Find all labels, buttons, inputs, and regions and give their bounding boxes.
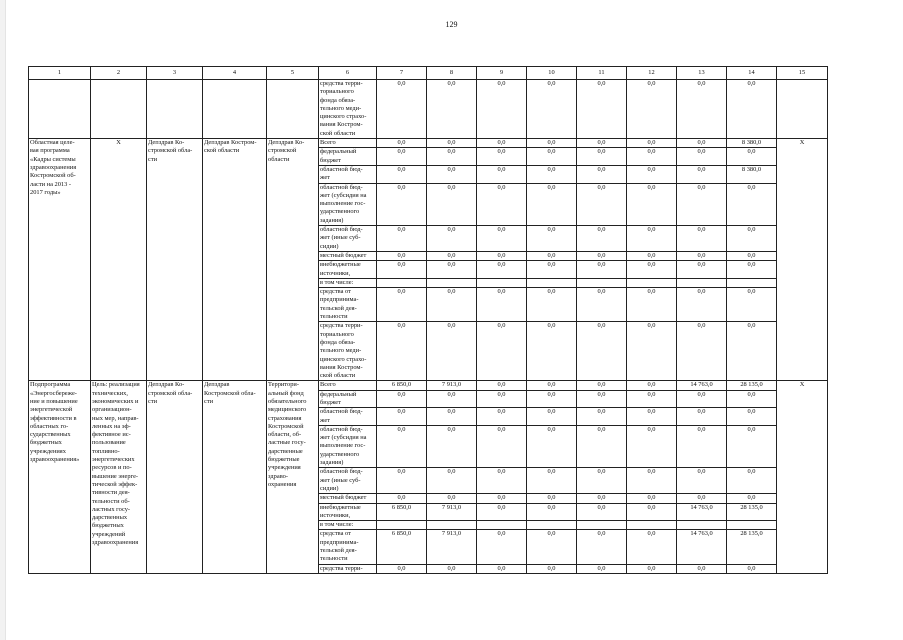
value-cell: 0,0: [577, 288, 627, 322]
value-cell: [377, 278, 427, 287]
funding-source-cell: средства от предпринима- тельской дея- тельности: [319, 288, 377, 322]
value-cell: 0,0: [677, 322, 727, 381]
value-cell: 0,0: [377, 148, 427, 166]
value-cell: [727, 278, 777, 287]
customer-cell: [147, 80, 203, 139]
value-cell: 28 135,0: [727, 503, 777, 521]
value-cell: 0,0: [377, 408, 427, 426]
value-cell: [527, 521, 577, 530]
value-cell: 0,0: [727, 80, 777, 139]
responsible-cell: [203, 80, 267, 139]
value-cell: 0,0: [527, 494, 577, 503]
value-cell: 0,0: [427, 564, 477, 573]
value-cell: 0,0: [577, 322, 627, 381]
value-cell: 0,0: [427, 80, 477, 139]
value-cell: 0,0: [477, 322, 527, 381]
value-cell: 0,0: [427, 494, 477, 503]
customer-cell: Депздрав Ко- стромской обла- сти: [147, 381, 203, 574]
value-cell: 0,0: [727, 468, 777, 494]
value-cell: 0,0: [527, 503, 577, 521]
value-cell: 0,0: [677, 288, 727, 322]
value-cell: 0,0: [677, 390, 727, 408]
value-cell: 0,0: [527, 183, 577, 225]
value-cell: 0,0: [427, 139, 477, 148]
value-cell: 7 913,0: [427, 503, 477, 521]
value-cell: 0,0: [527, 251, 577, 260]
value-cell: 0,0: [427, 322, 477, 381]
value-cell: 0,0: [477, 226, 527, 252]
value-cell: 0,0: [577, 183, 627, 225]
value-cell: [627, 278, 677, 287]
value-cell: 0,0: [527, 226, 577, 252]
funding-source-cell: средства терри-: [319, 564, 377, 573]
value-cell: 0,0: [577, 503, 627, 521]
funding-source-cell: внебюджетные источники,: [319, 261, 377, 279]
value-cell: 0,0: [677, 80, 727, 139]
funding-source-cell: областной бюд- жет (иные суб- сидии): [319, 468, 377, 494]
value-cell: 0,0: [677, 261, 727, 279]
executor-cell: Депздрав Ко- стромской области: [267, 139, 319, 381]
value-cell: 0,0: [527, 148, 577, 166]
header-cell: 11: [577, 67, 627, 80]
value-cell: 0,0: [727, 425, 777, 467]
value-cell: 0,0: [727, 226, 777, 252]
value-cell: 6 850,0: [377, 381, 427, 390]
value-cell: 0,0: [477, 183, 527, 225]
value-cell: 0,0: [377, 80, 427, 139]
value-cell: 0,0: [627, 381, 677, 390]
value-cell: 0,0: [577, 468, 627, 494]
value-cell: 0,0: [527, 261, 577, 279]
value-cell: 28 135,0: [727, 381, 777, 390]
value-cell: 0,0: [377, 322, 427, 381]
funding-source-cell: внебюджетные источники,: [319, 503, 377, 521]
header-cell: 6: [319, 67, 377, 80]
value-cell: 0,0: [477, 564, 527, 573]
value-cell: 0,0: [677, 148, 727, 166]
value-cell: 0,0: [627, 139, 677, 148]
value-cell: 0,0: [577, 226, 627, 252]
value-cell: [727, 521, 777, 530]
value-cell: 0,0: [677, 408, 727, 426]
value-cell: 0,0: [577, 390, 627, 408]
value-cell: 14 763,0: [677, 503, 727, 521]
value-cell: 0,0: [527, 381, 577, 390]
value-cell: 0,0: [627, 494, 677, 503]
value-cell: 0,0: [427, 251, 477, 260]
value-cell: 0,0: [627, 390, 677, 408]
program-goal-cell: Х: [91, 139, 147, 381]
value-cell: 0,0: [377, 390, 427, 408]
value-cell: 0,0: [377, 468, 427, 494]
table-row: [29, 139, 828, 148]
responsible-cell: Депздрав Костромской обла- сти: [203, 381, 267, 574]
value-cell: 0,0: [427, 408, 477, 426]
value-cell: 0,0: [627, 564, 677, 573]
value-cell: 0,0: [727, 390, 777, 408]
value-cell: [477, 521, 527, 530]
header-cell: 4: [203, 67, 267, 80]
program-name-cell: Подпрограмма «Энергосбереже- ние и повышение энергетической эффективности в областных го- сударственных бюджетных учреждениях здравоохранения»: [29, 381, 91, 574]
value-cell: 0,0: [477, 425, 527, 467]
executor-cell: Территори- альный фонд обязательного медицинского страхования Костромской области, об- ластные госу- дарственные бюджетные учреждения здраво- охранения: [267, 381, 319, 574]
value-cell: 0,0: [377, 226, 427, 252]
value-cell: 6 850,0: [377, 503, 427, 521]
value-cell: [677, 521, 727, 530]
value-cell: 0,0: [527, 564, 577, 573]
value-cell: 0,0: [527, 165, 577, 183]
value-cell: 6 850,0: [377, 530, 427, 564]
value-cell: 14 763,0: [677, 381, 727, 390]
value-cell: [627, 521, 677, 530]
value-cell: 0,0: [377, 183, 427, 225]
value-cell: 0,0: [727, 408, 777, 426]
value-cell: 0,0: [477, 390, 527, 408]
value-cell: 0,0: [377, 165, 427, 183]
value-cell: 0,0: [627, 226, 677, 252]
value-cell: 0,0: [677, 564, 727, 573]
funding-source-cell: федеральный бюджет: [319, 148, 377, 166]
value-cell: 0,0: [627, 322, 677, 381]
value-cell: [427, 521, 477, 530]
value-cell: 0,0: [627, 183, 677, 225]
value-cell: 0,0: [477, 261, 527, 279]
value-cell: 0,0: [377, 261, 427, 279]
value-cell: 0,0: [427, 288, 477, 322]
value-cell: 0,0: [427, 165, 477, 183]
value-cell: 0,0: [477, 381, 527, 390]
value-cell: 0,0: [427, 261, 477, 279]
value-cell: 0,0: [477, 503, 527, 521]
value-cell: 0,0: [377, 564, 427, 573]
value-cell: 0,0: [527, 468, 577, 494]
program-name-cell: Областная целе- вая программа «Кадры системы здравоохранения Костромской об- ласти на 2013 - 2017 годы»: [29, 139, 91, 381]
funding-source-cell: в том числе:: [319, 521, 377, 530]
value-cell: [527, 278, 577, 287]
value-cell: 0,0: [477, 148, 527, 166]
value-cell: 0,0: [727, 494, 777, 503]
value-cell: 0,0: [727, 148, 777, 166]
value-cell: 0,0: [577, 139, 627, 148]
program-goal-cell: [91, 80, 147, 139]
header-row: [29, 67, 828, 80]
header-cell: 12: [627, 67, 677, 80]
value-cell: 0,0: [477, 288, 527, 322]
value-cell: [377, 521, 427, 530]
value-cell: 0,0: [627, 530, 677, 564]
value-cell: 0,0: [477, 165, 527, 183]
value-cell: 0,0: [577, 530, 627, 564]
header-cell: 15: [777, 67, 828, 80]
value-cell: 0,0: [627, 503, 677, 521]
value-cell: 0,0: [627, 261, 677, 279]
value-cell: 0,0: [477, 139, 527, 148]
executor-cell: [267, 80, 319, 139]
value-cell: 0,0: [627, 408, 677, 426]
header-cell: 1: [29, 67, 91, 80]
value-cell: 7 913,0: [427, 530, 477, 564]
header-cell: 5: [267, 67, 319, 80]
value-cell: 0,0: [577, 80, 627, 139]
funding-source-cell: местный бюджет: [319, 251, 377, 260]
funding-source-cell: в том числе:: [319, 278, 377, 287]
value-cell: 0,0: [427, 425, 477, 467]
funding-source-cell: Всего: [319, 139, 377, 148]
value-cell: 0,0: [677, 183, 727, 225]
value-cell: 0,0: [377, 251, 427, 260]
value-cell: 0,0: [577, 148, 627, 166]
value-cell: 0,0: [727, 322, 777, 381]
value-cell: 0,0: [577, 165, 627, 183]
header-cell: 8: [427, 67, 477, 80]
mark-cell: Х: [777, 139, 828, 381]
value-cell: 0,0: [577, 408, 627, 426]
value-cell: 0,0: [477, 80, 527, 139]
value-cell: 0,0: [477, 494, 527, 503]
value-cell: 0,0: [727, 251, 777, 260]
budget-table: [28, 66, 828, 574]
value-cell: 0,0: [677, 494, 727, 503]
page-number: 129: [445, 20, 458, 29]
value-cell: 0,0: [577, 261, 627, 279]
value-cell: 14 763,0: [677, 530, 727, 564]
header-cell: 13: [677, 67, 727, 80]
program-name-cell: [29, 80, 91, 139]
value-cell: 0,0: [677, 251, 727, 260]
value-cell: 0,0: [677, 468, 727, 494]
value-cell: 0,0: [577, 494, 627, 503]
header-cell: 14: [727, 67, 777, 80]
header-cell: 9: [477, 67, 527, 80]
value-cell: 0,0: [727, 183, 777, 225]
responsible-cell: Депздрав Костром- ской области: [203, 139, 267, 381]
value-cell: [677, 278, 727, 287]
value-cell: 0,0: [677, 425, 727, 467]
value-cell: 0,0: [527, 425, 577, 467]
value-cell: 0,0: [477, 251, 527, 260]
value-cell: 0,0: [727, 288, 777, 322]
table-row: [29, 80, 828, 139]
value-cell: [477, 278, 527, 287]
header-cell: 10: [527, 67, 577, 80]
funding-source-cell: федеральный бюджет: [319, 390, 377, 408]
value-cell: 0,0: [377, 494, 427, 503]
value-cell: 0,0: [727, 261, 777, 279]
value-cell: 0,0: [527, 390, 577, 408]
value-cell: [427, 278, 477, 287]
value-cell: 0,0: [377, 425, 427, 467]
value-cell: 0,0: [627, 288, 677, 322]
header-cell: 7: [377, 67, 427, 80]
value-cell: 0,0: [577, 425, 627, 467]
mark-cell: [777, 80, 828, 139]
value-cell: 28 135,0: [727, 530, 777, 564]
mark-cell: Х: [777, 381, 828, 574]
value-cell: 0,0: [677, 165, 727, 183]
value-cell: 0,0: [477, 408, 527, 426]
funding-source-cell: областной бюд- жет: [319, 408, 377, 426]
value-cell: 0,0: [527, 530, 577, 564]
value-cell: 0,0: [477, 468, 527, 494]
value-cell: 0,0: [627, 425, 677, 467]
value-cell: 0,0: [427, 226, 477, 252]
value-cell: 0,0: [677, 139, 727, 148]
funding-source-cell: средства от предпринима- тельской дея- тельности: [319, 530, 377, 564]
funding-source-cell: средства терри- ториального фонда обяза- тельного меди- цинского страхо- вания Костром- ской области: [319, 322, 377, 381]
value-cell: 0,0: [677, 226, 727, 252]
value-cell: 8 380,0: [727, 165, 777, 183]
value-cell: 0,0: [627, 80, 677, 139]
funding-source-cell: местный бюджет: [319, 494, 377, 503]
value-cell: [577, 278, 627, 287]
program-goal-cell: Цель: реализация технических, экономических и организацион- ных мер, направ- ленных на эф- фективное ис- пользование топливно- энергетических ресурсов и по- вышение энерге- тической эффек- тивности дея- тельности об- ластных госу- дарственных бюджетных учреждений здравоохранения: [91, 381, 147, 574]
value-cell: 0,0: [527, 80, 577, 139]
value-cell: 0,0: [577, 564, 627, 573]
value-cell: 0,0: [627, 251, 677, 260]
value-cell: [577, 521, 627, 530]
value-cell: 8 380,0: [727, 139, 777, 148]
table-row: [29, 381, 828, 390]
funding-source-cell: областной бюд- жет (иные суб- сидии): [319, 226, 377, 252]
value-cell: 0,0: [727, 564, 777, 573]
value-cell: 0,0: [577, 381, 627, 390]
value-cell: 0,0: [427, 148, 477, 166]
funding-source-cell: областной бюд- жет (субсидия на выполнение гос- ударственного задания): [319, 425, 377, 467]
value-cell: 0,0: [477, 530, 527, 564]
value-cell: 0,0: [527, 288, 577, 322]
funding-source-cell: областной бюд- жет (субсидия на выполнение гос- ударственного задания): [319, 183, 377, 225]
funding-source-cell: областной бюд- жет: [319, 165, 377, 183]
value-cell: 0,0: [527, 322, 577, 381]
value-cell: 0,0: [527, 408, 577, 426]
value-cell: 0,0: [377, 288, 427, 322]
customer-cell: Депздрав Ко- стромской обла- сти: [147, 139, 203, 381]
header-cell: 3: [147, 67, 203, 80]
value-cell: 0,0: [527, 139, 577, 148]
value-cell: 0,0: [377, 139, 427, 148]
value-cell: 0,0: [427, 390, 477, 408]
funding-source-cell: средства терри- ториального фонда обяза- тельного меди- цинского страхо- вания Костром- ской области: [319, 80, 377, 139]
value-cell: 0,0: [627, 468, 677, 494]
value-cell: 0,0: [427, 183, 477, 225]
value-cell: 0,0: [627, 148, 677, 166]
value-cell: 7 913,0: [427, 381, 477, 390]
value-cell: 0,0: [427, 468, 477, 494]
scan-edge: [0, 0, 6, 640]
header-cell: 2: [91, 67, 147, 80]
funding-source-cell: Всего: [319, 381, 377, 390]
value-cell: 0,0: [627, 165, 677, 183]
value-cell: 0,0: [577, 251, 627, 260]
